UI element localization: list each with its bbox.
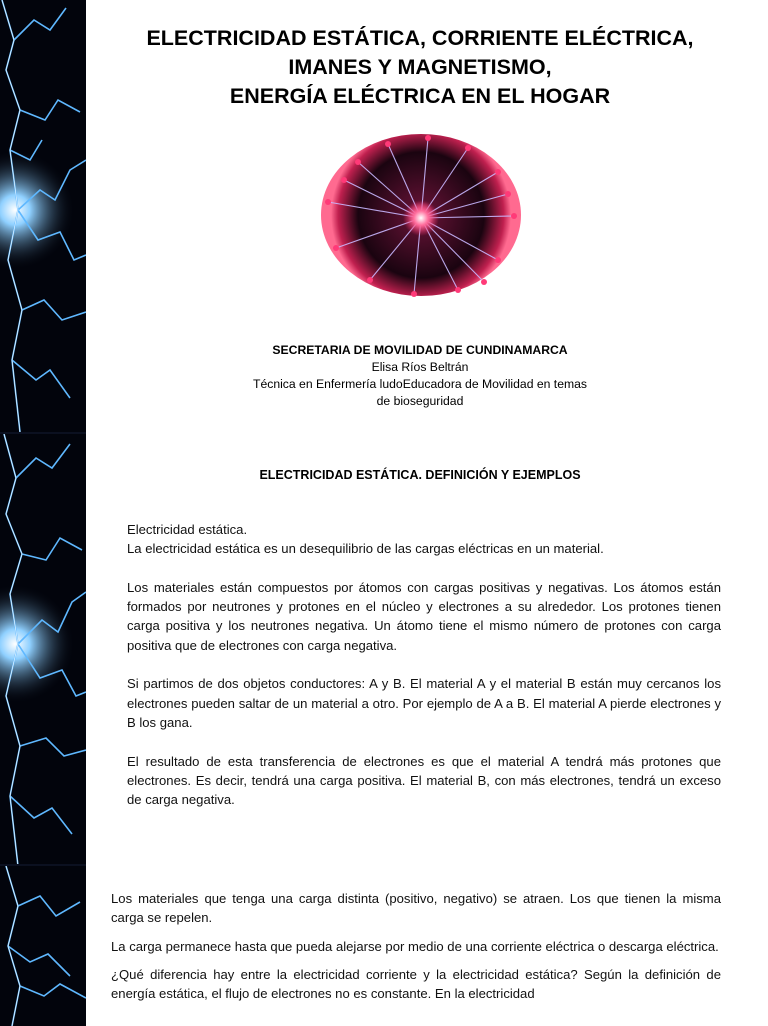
paragraph: Los materiales que tenga una carga distinta (positivo, negativo) se atraen. Los que tienen la misma carga se repelen.: [111, 891, 721, 926]
title-line-2: IMANES Y MAGNETISMO,: [288, 55, 552, 79]
plasma-globe-image: [318, 132, 524, 298]
section-body: [127, 520, 721, 829]
paragraph: El resultado de esta transferencia de electrones es que el material A tendrá más protones que electrones. Es decir, tendrá una carga positiva. El material B, con más electrones, tendrá un exceso de carga negativa.: [127, 753, 721, 808]
page-2-body: [111, 889, 721, 1012]
author-role-line-1: Técnica en Enfermería ludoEducadora de Movilidad en temas: [253, 377, 587, 391]
author-role-line-2: de bioseguridad: [376, 394, 464, 408]
plasma-globe-icon: [318, 132, 524, 298]
section-heading: ELECTRICIDAD ESTÁTICA. DEFINICIÓN Y EJEMPLOS: [259, 468, 581, 482]
lightning-icon: [0, 0, 86, 432]
lightning-icon: [0, 434, 86, 866]
title-line-1: ELECTRICIDAD ESTÁTICA, CORRIENTE ELÉCTRICA,: [146, 26, 694, 50]
author-name: Elisa Ríos Beltrán: [371, 360, 469, 374]
lightning-strip-2: [0, 432, 86, 866]
organization-name: SECRETARIA DE MOVILIDAD DE CUNDINAMARCA: [272, 343, 568, 357]
title-line-3: ENERGÍA ELÉCTRICA EN EL HOGAR: [229, 84, 611, 108]
section-definition: La electricidad estática es un desequilibrio de las cargas eléctricas en un material.: [127, 541, 604, 557]
paragraph: Si partimos de dos objetos conductores: A y B. El material A y el material B están muy cercanos los electrones pueden saltar de un material a otro. Por ejemplo de A a B. El material A pierde electrones y B los gana.: [127, 676, 721, 730]
paragraph: Los materiales están compuestos por átomos con cargas positivas y negativas. Los átomos están formados por neutrones y protones en el núcleo y electrones a su alrededor. Los protones tienen carga positiva y los neutrones negativa. Un átomo tiene el mismo número de protones con carga positiva que de electrones con carga negativa.: [127, 579, 721, 653]
paragraph: La carga permanece hasta que pueda alejarse por medio de una corriente eléctrica o descarga eléctrica.: [111, 938, 719, 954]
paragraph: ¿Qué diferencia hay entre la electricidad corriente y la electricidad estática? Según la definición de energía estática, el flujo de electrones no es constante. En la electricidad: [111, 966, 721, 1002]
section-label: Electricidad estática.: [127, 522, 248, 537]
lightning-strip-1: [0, 0, 86, 432]
lightning-strip-3: [0, 864, 86, 1026]
page-title: [120, 24, 720, 111]
lightning-icon: [0, 866, 86, 1026]
credits-block: [180, 342, 660, 410]
